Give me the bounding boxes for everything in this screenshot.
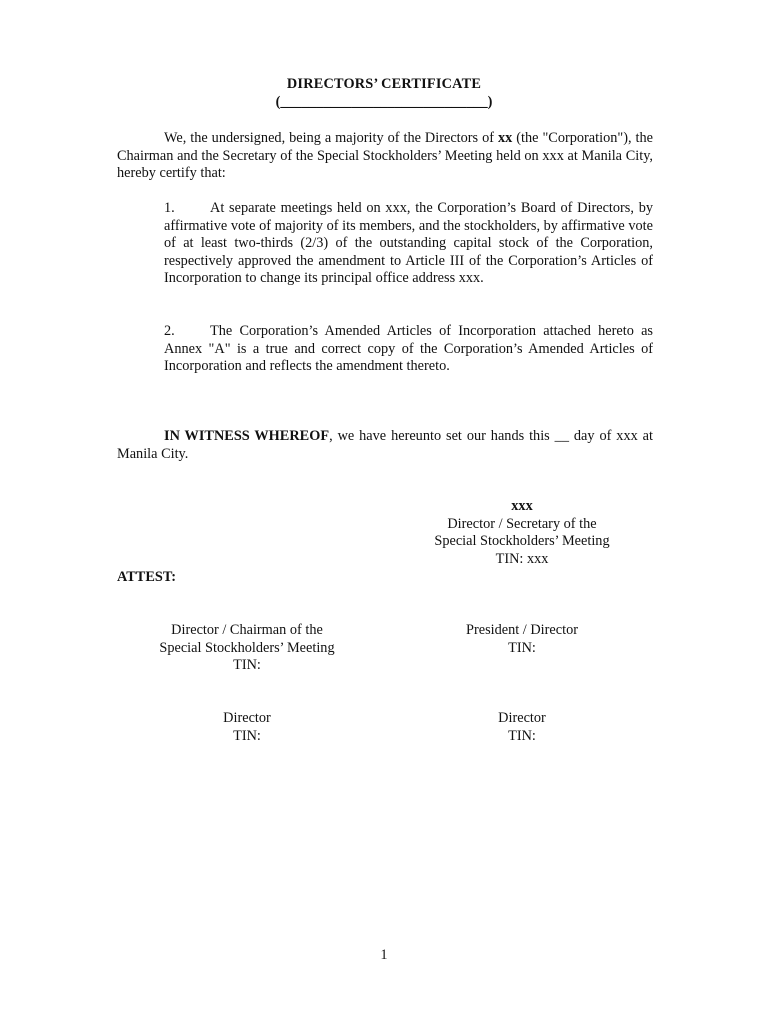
chairman-tin: TIN:	[233, 657, 261, 674]
witness-lead: IN WITNESS WHEREOF	[164, 428, 330, 444]
director-right-signature-block	[392, 710, 652, 745]
attest-label: ATTEST:	[117, 569, 177, 585]
document-title: DIRECTORS’ CERTIFICATE	[286, 76, 482, 92]
document-subtitle-blank: (_____________________________)	[275, 94, 493, 110]
item-text: The Corporation’s Amended Articles of Incorporation attached hereto as Annex "A" is a true and correct copy of the Corporation’s Amended Articles of Incorporation and reflects the amendment thereto.	[164, 323, 653, 375]
intro-paragraph	[117, 130, 653, 183]
chairman-title-line2: Special Stockholders’ Meeting	[159, 639, 335, 656]
page-number: 1	[380, 947, 388, 963]
numbered-item-2	[164, 323, 653, 376]
numbered-item-1	[164, 200, 653, 288]
chairman-title-line1: Director / Chairman of the	[171, 622, 323, 638]
intro-text-end: (the "Corporation"), the Chairman and the Secretary of the Special Stockholders’ Meeting held on xxx at Manila City, hereby certify that:	[117, 130, 653, 182]
witness-text: , we have hereunto set our hands this __ day of xxx at Manila City.	[117, 428, 653, 462]
president-title: President / Director	[466, 622, 578, 638]
chairman-signature-block	[117, 622, 377, 675]
secretary-tin: TIN: xxx	[495, 550, 549, 567]
director-right-title: Director	[498, 710, 546, 726]
director-left-title: Director	[223, 710, 271, 726]
intro-text-start: We, the undersigned, being a majority of the Directors of	[164, 130, 498, 146]
president-signature-block	[392, 622, 652, 657]
director-left-tin: TIN:	[233, 727, 261, 744]
secretary-title-line2: Special Stockholders’ Meeting	[434, 533, 610, 550]
director-right-tin: TIN:	[508, 727, 536, 744]
secretary-name: xxx	[511, 498, 533, 514]
secretary-title-line1: Director / Secretary of the	[447, 515, 597, 532]
witness-paragraph	[117, 428, 653, 463]
president-tin: TIN:	[508, 639, 536, 656]
item-text: At separate meetings held on xxx, the Corporation’s Board of Directors, by affirmative vote of majority of its members, and the stockholders, by affirmative vote of at least two-thirds (2/3) of the outstanding capital stock of the Corporation, respectively approved the amendment to Article III of the Corporation’s Articles of Incorporation to change its principal office address xxx.	[164, 200, 653, 287]
director-left-signature-block	[117, 710, 377, 745]
item-number: 1.	[164, 200, 175, 216]
company-name: xx	[497, 130, 513, 146]
secretary-signature-block	[392, 498, 652, 568]
item-number: 2.	[164, 323, 175, 339]
